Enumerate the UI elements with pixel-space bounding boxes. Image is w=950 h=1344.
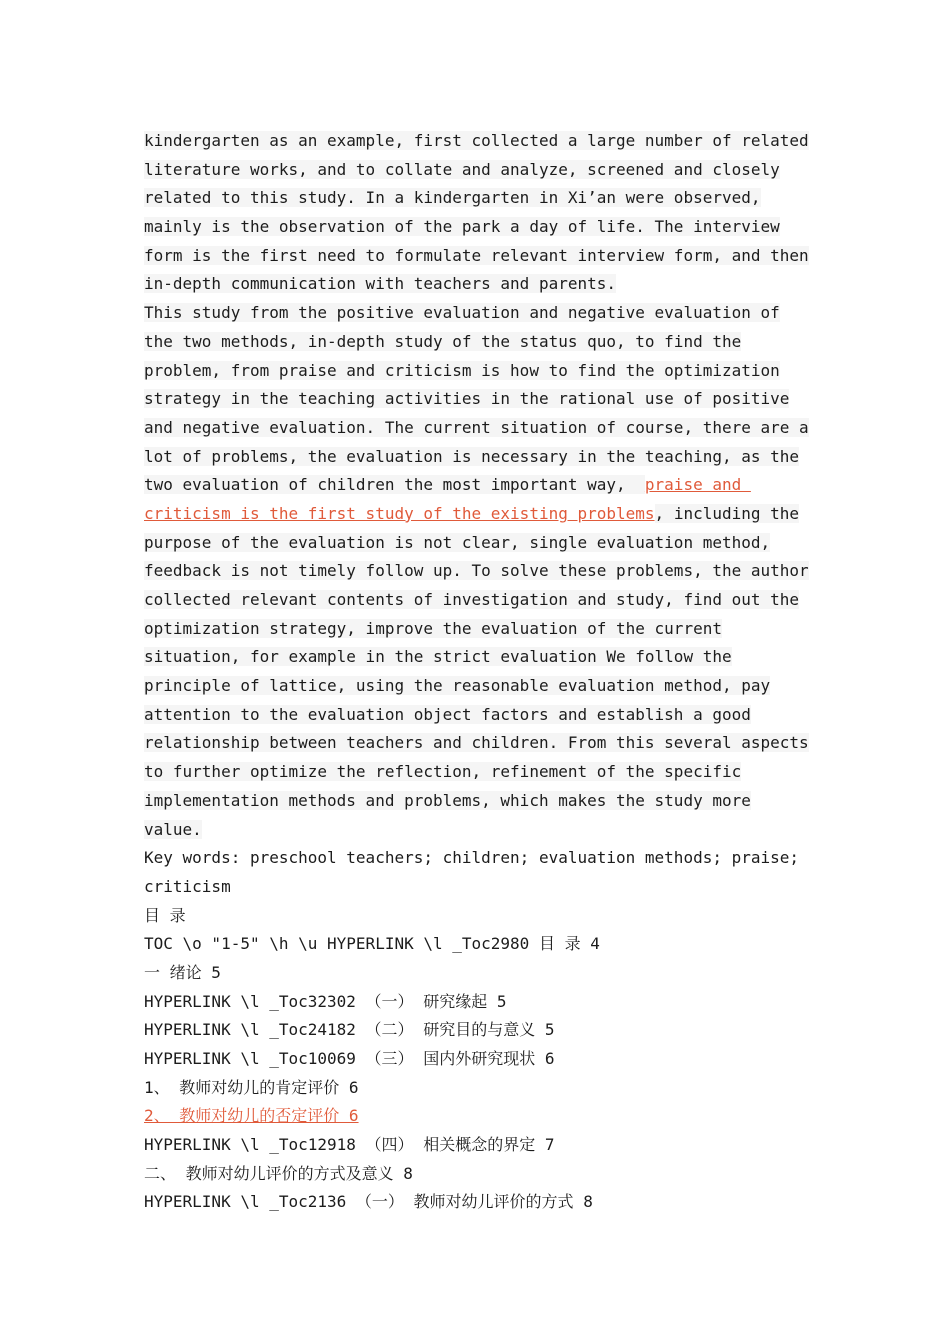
keywords-line: Key words: preschool teachers; children; evaluation methods; praise; [144, 848, 800, 868]
toc-field-line[interactable]: TOC \o "1-5" \h \u HYPERLINK \l _Toc2980 目 录 4 [144, 934, 600, 954]
abstract-line: in-depth communication with teachers and parents. [144, 274, 617, 294]
toc-red-link[interactable]: 2、 教师对幼儿的否定评价 6 [144, 1106, 359, 1126]
abstract-line: purpose of the evaluation is not clear, single evaluation method, [144, 532, 771, 552]
toc-entry[interactable]: 二、 教师对幼儿评价的方式及意义 8 [144, 1163, 413, 1183]
toc-entry-link [144, 1102, 814, 1131]
abstract-line: to further optimize the reflection, refinement of the specific [144, 762, 742, 782]
abstract-line: lot of problems, the evaluation is necessary in the teaching, as the [144, 446, 800, 466]
abstract-line: collected relevant contents of investigation and study, find out the [144, 590, 800, 609]
abstract-line: principle of lattice, using the reasonable evaluation method, pay [144, 676, 771, 696]
abstract-line-with-link: two evaluation of children the most important way, praise and [144, 475, 751, 495]
abstract-line: problem, from praise and criticism is how to find the optimization [144, 360, 780, 380]
praise-criticism-link[interactable]: praise and [644, 475, 751, 495]
toc-entry[interactable]: HYPERLINK \l _Toc10069 （三） 国内外研究现状 6 [144, 1049, 555, 1068]
abstract-line: kindergarten as an example, first collected a large number of related [144, 131, 809, 150]
praise-criticism-link-continued[interactable]: criticism is the first study of the existing problems [144, 503, 655, 523]
abstract-line: strategy in the teaching activities in the rational use of positive [144, 389, 790, 409]
toc-chapter-1[interactable]: 一 绪论 5 [144, 962, 221, 982]
abstract-line: value. [144, 819, 202, 839]
abstract-line: mainly is the observation of the park a day of life. The interview [144, 217, 780, 237]
document-body [144, 127, 814, 1217]
abstract-line: optimization strategy, improve the evaluation of the current [144, 618, 722, 638]
keywords-line: criticism [144, 876, 231, 896]
toc-entry[interactable]: HYPERLINK \l _Toc32302 （一） 研究缘起 5 [144, 991, 507, 1011]
abstract-line: attention to the evaluation object factors and establish a good [144, 704, 751, 724]
toc-entry[interactable]: HYPERLINK \l _Toc24182 （二） 研究目的与意义 5 [144, 1020, 555, 1040]
abstract-line: related to this study. In a kindergarten in Xi’an were observed, [144, 188, 761, 208]
abstract-line: form is the first need to formulate relevant interview form, and then [144, 245, 809, 265]
abstract-line: This study from the positive evaluation and negative evaluation of [144, 303, 780, 323]
abstract-line: and negative evaluation. The current situation of course, there are a [144, 417, 809, 437]
abstract-line-with-link: criticism is the first study of the existing problems, including the [144, 503, 800, 523]
abstract-line: situation, for example in the strict evaluation We follow the [144, 647, 732, 667]
abstract-line: relationship between teachers and children. From this several aspects [144, 733, 809, 753]
toc-entry[interactable]: HYPERLINK \l _Toc12918 （四） 相关概念的界定 7 [144, 1135, 555, 1155]
toc-heading: 目 录 [144, 905, 186, 925]
abstract-line: implementation methods and problems, which makes the study more [144, 790, 751, 810]
abstract-line: the two methods, in-depth study of the status quo, to find the [144, 331, 742, 351]
toc-entry[interactable]: 1、 教师对幼儿的肯定评价 6 [144, 1077, 359, 1097]
abstract-line: feedback is not timely follow up. To solve these problems, the author [144, 561, 809, 581]
toc-entry[interactable]: HYPERLINK \l _Toc2136 （一） 教师对幼儿评价的方式 8 [144, 1192, 593, 1212]
abstract-line: literature works, and to collate and analyze, screened and closely [144, 159, 780, 179]
